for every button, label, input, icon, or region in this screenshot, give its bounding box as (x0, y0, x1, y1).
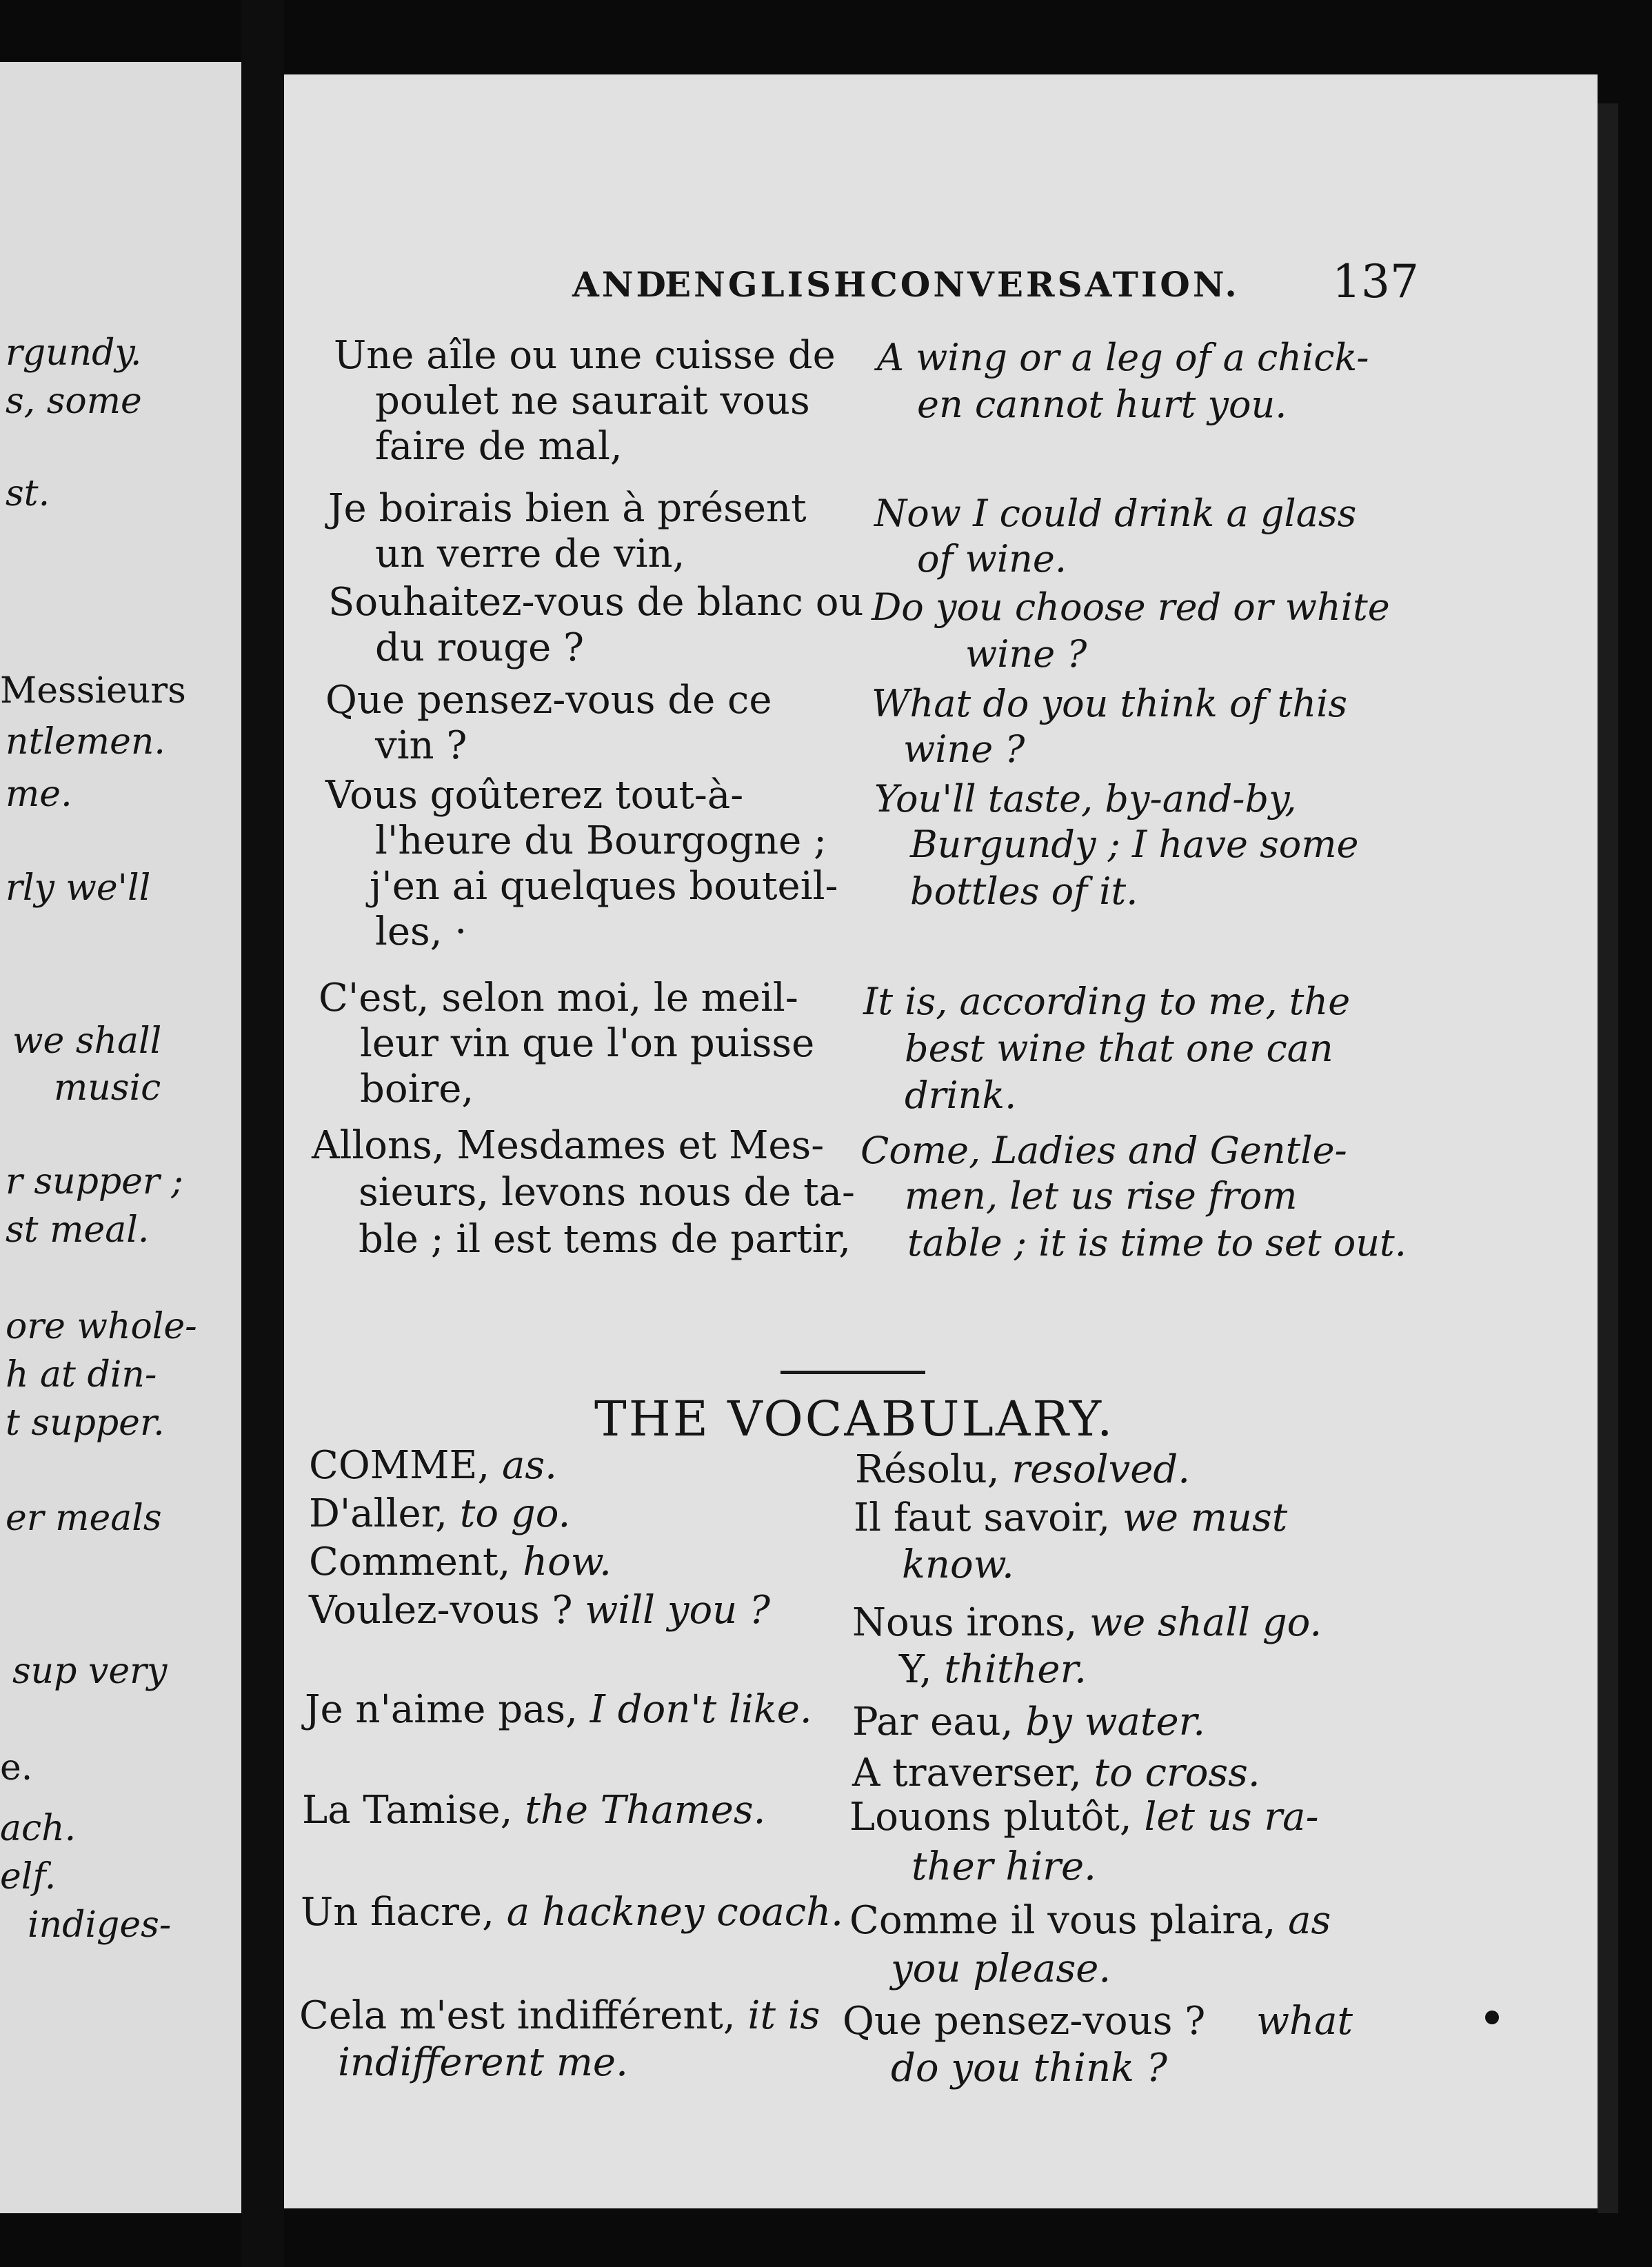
english-line: It is, according to me, the (863, 980, 1351, 1023)
french-line: l'heure du Bourgogne ; (375, 818, 827, 863)
vocab-entry (843, 1999, 1353, 2044)
vocab-french: Un fiacre, (301, 1890, 494, 1935)
vocab-english: a hackney coach. (506, 1890, 843, 1935)
previous-page-line: sup very (12, 1651, 168, 1692)
vocab-english: do you think ? (891, 2046, 1167, 2090)
previous-page-line: music (54, 1067, 161, 1109)
previous-page-line: ach. (0, 1808, 77, 1849)
vocab-english: the Thames. (525, 1788, 766, 1833)
previous-page-line: ntlemen. (6, 721, 165, 763)
vocab-entry (902, 1542, 1014, 1587)
english-line: drink. (905, 1074, 1017, 1117)
previous-page-line: rgundy. (6, 332, 142, 374)
running-header-word: ENGLISH (665, 264, 869, 305)
vocab-french: La Tamise, (302, 1788, 513, 1833)
vocab-french: Il faut savoir, (854, 1495, 1111, 1540)
vocab-english: as (1288, 1898, 1331, 1943)
book-gutter (241, 0, 284, 2267)
english-line: Now I could drink a glass (874, 492, 1357, 535)
vocab-entry (849, 1898, 1331, 1943)
vocab-entry (855, 1447, 1191, 1492)
previous-page-line: st. (6, 473, 50, 514)
previous-page-line: Messieurs (0, 670, 186, 712)
english-line: wine ? (903, 727, 1025, 771)
vocab-english: to cross. (1094, 1751, 1260, 1795)
vocab-english: how. (523, 1540, 612, 1584)
french-line: poulet ne saurait vous (375, 379, 810, 423)
french-line: faire de mal, (375, 424, 623, 469)
french-line: Que pensez-vous de ce (325, 678, 772, 723)
english-line: Do you choose red or white (872, 585, 1390, 629)
vocab-english: ther hire. (911, 1844, 1096, 1889)
french-line: les, · (375, 909, 467, 954)
vocab-english: I don't like. (590, 1687, 812, 1732)
french-line: sieurs, levons nous de ta- (359, 1170, 855, 1215)
french-line: Souhaitez-vous de blanc ou (328, 580, 864, 625)
english-line: best wine that one can (905, 1027, 1333, 1070)
vocab-english: to go. (459, 1491, 571, 1536)
previous-page-line: rly we'll (6, 867, 151, 909)
french-line: un verre de vin, (375, 532, 685, 576)
vocab-entry (309, 1443, 557, 1488)
vocab-entry (302, 1788, 766, 1833)
english-line: en cannot hurt you. (917, 383, 1287, 426)
vocab-english: you please. (891, 1946, 1111, 1991)
vocab-french: Je n'aime pas, (305, 1687, 578, 1732)
vocab-french: Louons plutôt, (849, 1795, 1132, 1840)
vocab-french: Y, (899, 1647, 932, 1692)
vocab-entry (849, 1795, 1319, 1840)
vocab-english: we shall go. (1089, 1600, 1322, 1645)
previous-page-fragment (0, 62, 241, 2213)
vocab-english: it is (747, 1993, 820, 2038)
previous-page-line: indiges- (28, 1904, 172, 1946)
french-line: Vous goûterez tout-à- (325, 773, 744, 818)
vocab-entry (852, 1600, 1322, 1645)
french-line: du rouge ? (375, 625, 585, 670)
vocab-french: Par eau, (852, 1700, 1014, 1744)
previous-page-line: ore whole- (6, 1306, 197, 1347)
running-header-word: AND (572, 264, 669, 305)
running-header-word: CONVERSATION. (870, 264, 1240, 305)
vocab-entry (891, 1946, 1111, 1991)
english-line: table ; it is time to set out. (907, 1221, 1407, 1265)
vocab-entry (301, 1890, 843, 1935)
vocab-english: what (1256, 1999, 1353, 2044)
vocab-entry (899, 1647, 1087, 1692)
page-number: 137 (1332, 255, 1419, 308)
vocab-english: by water. (1025, 1700, 1205, 1744)
vocab-french: Résolu, (855, 1447, 1000, 1492)
english-line: men, let us rise from (905, 1174, 1298, 1218)
vocab-english: know. (902, 1542, 1014, 1587)
english-line: bottles of it. (910, 869, 1138, 913)
previous-page-line: r supper ; (6, 1161, 183, 1202)
previous-page-line: h at din- (6, 1354, 157, 1396)
page-137 (284, 74, 1598, 2208)
french-line: vin ? (375, 723, 467, 768)
vocab-french: Cela m'est indifférent, (299, 1993, 736, 2038)
vocab-french: Voulez-vous ? (309, 1588, 573, 1633)
vocab-french: Comme il vous plaira, (849, 1898, 1276, 1943)
english-line: wine ? (965, 632, 1087, 676)
vocab-french: Que pensez-vous ? (843, 1999, 1206, 2044)
vocab-entry (852, 1700, 1205, 1744)
previous-page-line: st meal. (6, 1209, 150, 1251)
french-line: j'en ai quelques bouteil- (370, 864, 838, 909)
previous-page-line: elf. (0, 1856, 57, 1897)
vocab-entry (338, 2040, 628, 2085)
english-line: Burgundy ; I have some (910, 823, 1359, 866)
previous-page-line: er meals (6, 1498, 162, 1539)
vocab-entry (309, 1491, 571, 1536)
english-line: Come, Ladies and Gentle- (860, 1129, 1347, 1172)
french-line: leur vin que l'on puisse (360, 1021, 815, 1066)
previous-page-line: we shall (12, 1020, 162, 1062)
vocab-english: let us ra- (1144, 1795, 1319, 1840)
vocab-english: we must (1122, 1495, 1288, 1540)
french-line: C'est, selon moi, le meil- (319, 976, 798, 1020)
vocab-english: indifferent me. (338, 2040, 628, 2085)
ink-speck (1485, 2011, 1499, 2024)
vocab-entry (309, 1588, 771, 1633)
french-line: Je boirais bien à présent (328, 486, 807, 531)
vocab-english: thither. (944, 1647, 1087, 1692)
vocab-french: D'aller, (309, 1491, 448, 1536)
english-line: of wine. (917, 537, 1067, 581)
french-line: Allons, Mesdames et Mes- (312, 1123, 825, 1168)
vocab-english: as. (501, 1443, 557, 1488)
previous-page-line: e. (0, 1747, 33, 1789)
english-line: A wing or a leg of a chick- (877, 336, 1369, 379)
previous-page-line: me. (6, 774, 72, 815)
vocabulary-heading: THE VOCABULARY. (594, 1391, 1115, 1447)
vocab-entry (299, 1993, 820, 2038)
english-line: You'll taste, by-and-by, (874, 777, 1297, 820)
vocab-french: A traverser, (852, 1751, 1082, 1795)
previous-page-line: s, some (6, 381, 142, 422)
english-line: What do you think of this (872, 682, 1348, 725)
vocab-entry (911, 1844, 1096, 1889)
vocab-entry (891, 2046, 1167, 2090)
vocab-french: COMME, (309, 1443, 490, 1488)
vocab-english: will you ? (585, 1588, 771, 1633)
vocab-french: Comment, (309, 1540, 511, 1584)
vocab-english: resolved. (1011, 1447, 1191, 1492)
vocab-entry (854, 1495, 1288, 1540)
vocab-french: Nous irons, (852, 1600, 1078, 1645)
previous-page-line: t supper. (6, 1402, 165, 1444)
vocab-entry (305, 1687, 812, 1732)
vocab-entry (309, 1540, 612, 1584)
french-line: ble ; il est tems de partir, (359, 1217, 852, 1262)
french-line: Une aîle ou une cuisse de (334, 333, 836, 378)
french-line: boire, (360, 1067, 474, 1111)
section-divider (780, 1371, 925, 1374)
page-edge-shadow (1598, 103, 1618, 2213)
vocab-entry (852, 1751, 1260, 1795)
